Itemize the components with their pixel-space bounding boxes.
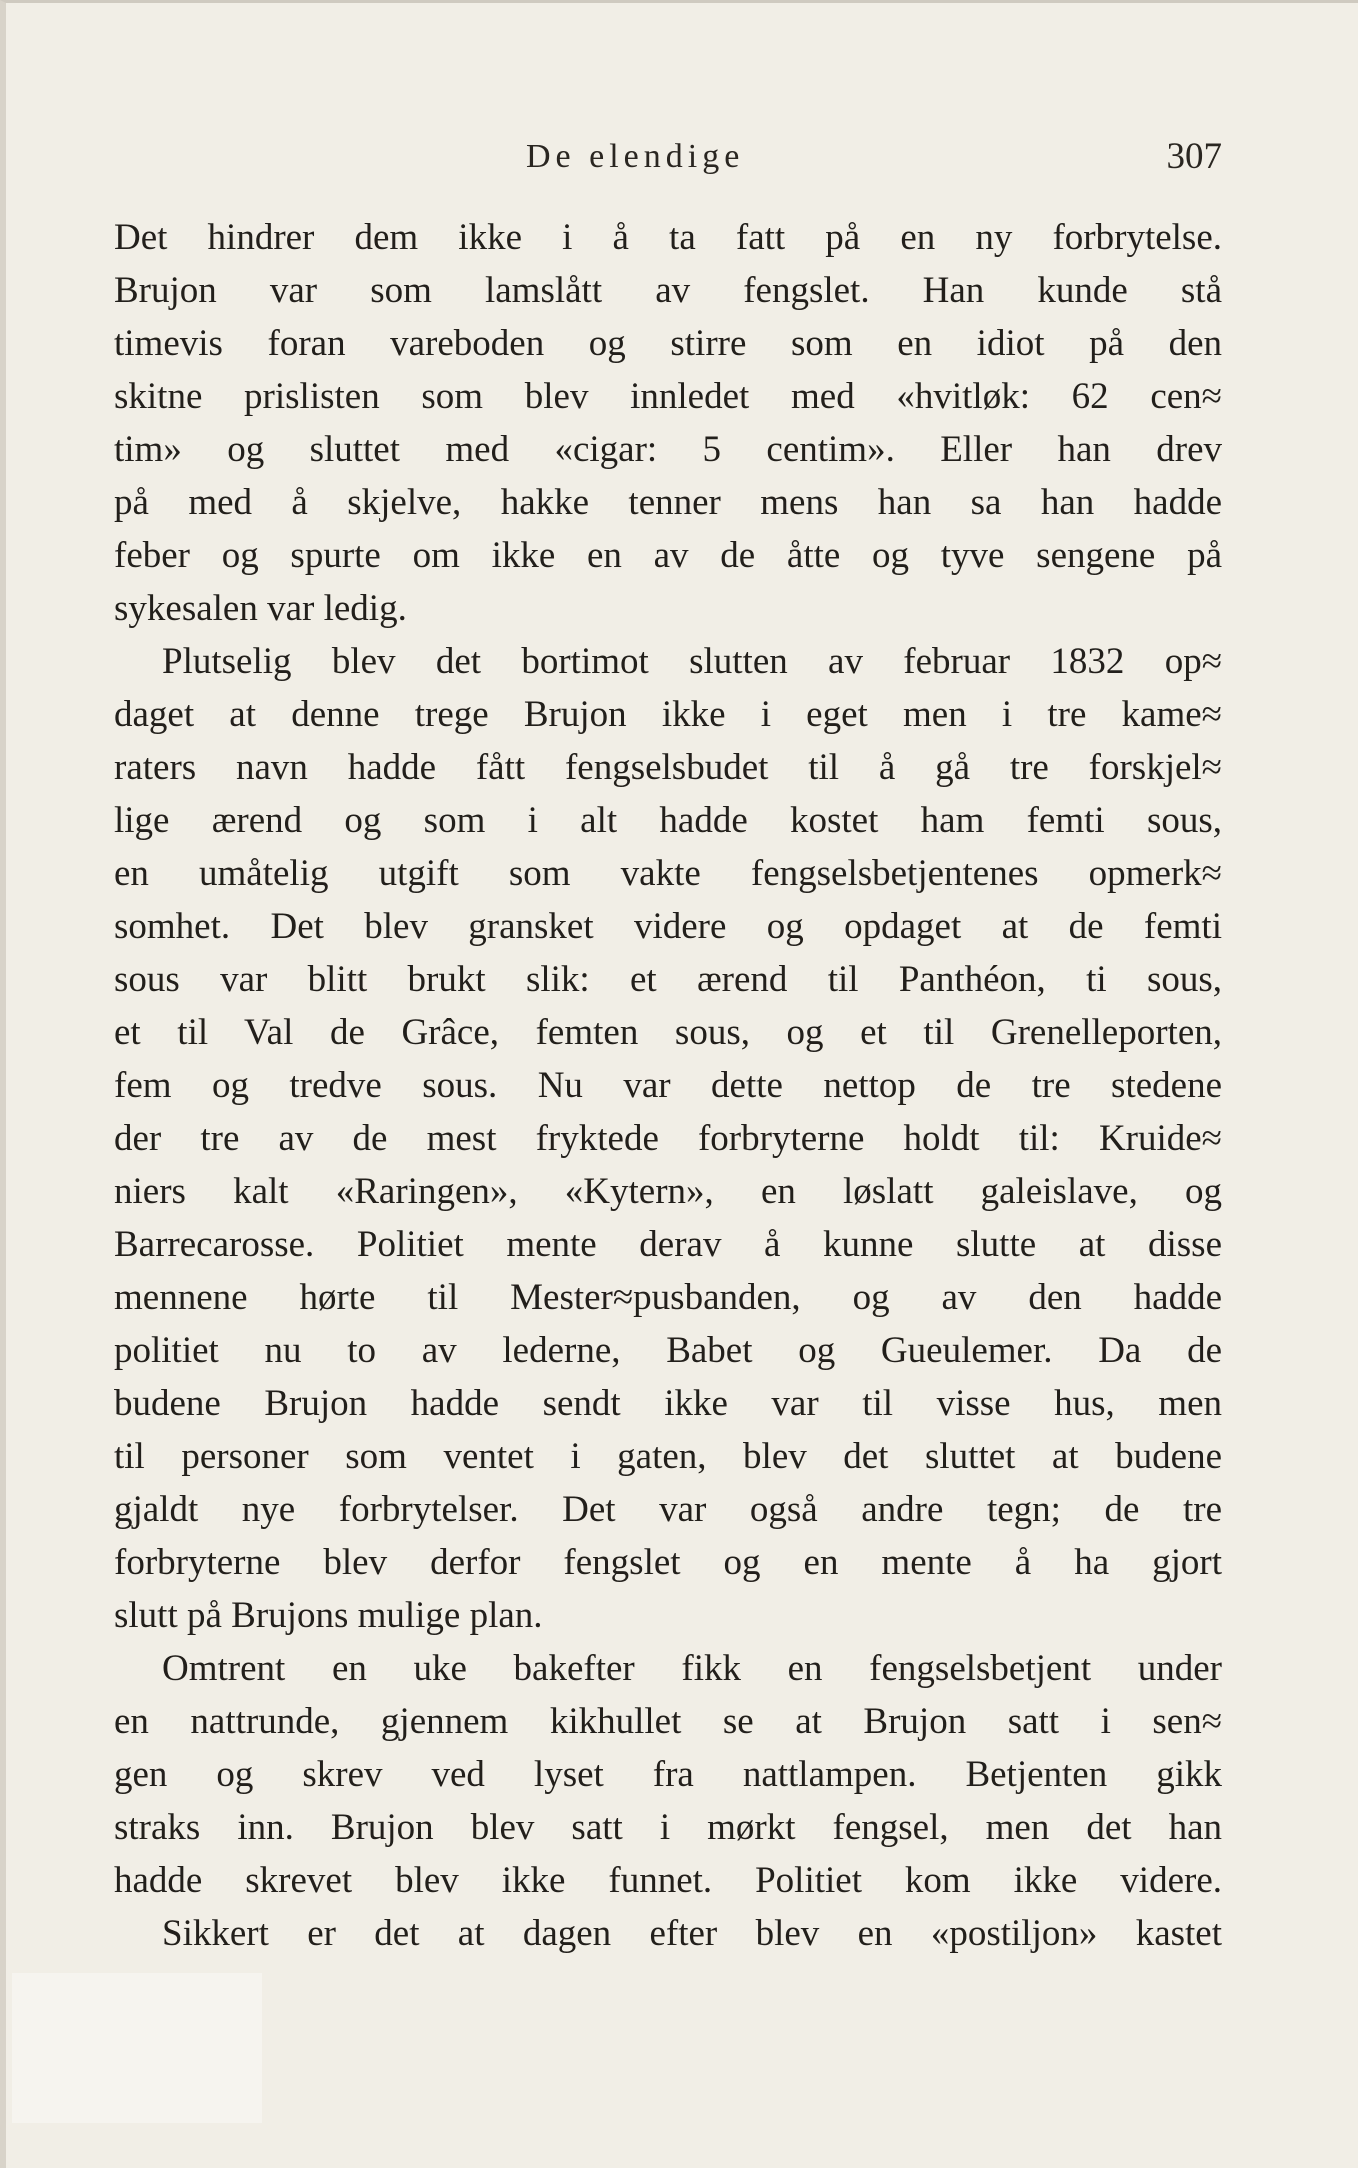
text-line: politiet nu to av lederne, Babet og Gueulemer. Da de (114, 1330, 1222, 1371)
text-line: somhet. Det blev gransket videre og opdaget at de femti (114, 906, 1222, 947)
text-line: Barrecarosse. Politiet mente derav å kunne slutte at disse (114, 1224, 1222, 1265)
text-line: gen og skrev ved lyset fra nattlampen. Betjenten gikk (114, 1754, 1222, 1795)
text-line: en umåtelig utgift som vakte fengselsbetjentenes opmerk≈ (114, 853, 1222, 894)
text-line: Brujon var som lamslått av fengslet. Han kunde stå (114, 270, 1222, 311)
text-line: timevis foran vareboden og stirre som en idiot på den (114, 323, 1222, 364)
page-header (114, 129, 1222, 185)
text-line: tim» og sluttet med «cigar: 5 centim». Eller han drev (114, 429, 1222, 470)
text-line: daget at denne trege Brujon ikke i eget men i tre kame≈ (114, 694, 1222, 735)
text-line: en nattrunde, gjennem kikhullet se at Brujon satt i sen≈ (114, 1701, 1222, 1742)
paper-patch (12, 1973, 262, 2123)
text-line: slutt på Brujons mulige plan. (114, 1595, 543, 1636)
text-line: gjaldt nye forbrytelser. Det var også andre tegn; de tre (114, 1489, 1222, 1530)
text-line: forbryterne blev derfor fengslet og en mente å ha gjort (114, 1542, 1222, 1583)
text-line: straks inn. Brujon blev satt i mørkt fengsel, men det han (114, 1807, 1222, 1848)
text-line: sous var blitt brukt slik: et ærend til Panthéon, ti sous, (114, 959, 1222, 1000)
text-line: mennene hørte til Mester≈pusbanden, og av den hadde (114, 1277, 1222, 1318)
text-line: Sikkert er det at dagen efter blev en «postiljon» kastet (162, 1913, 1222, 1954)
text-line: Omtrent en uke bakefter fikk en fengselsbetjent under (162, 1648, 1222, 1689)
text-line: på med å skjelve, hakke tenner mens han sa han hadde (114, 482, 1222, 523)
page-number: 307 (1166, 136, 1222, 177)
text-line: Plutselig blev det bortimot slutten av februar 1832 op≈ (162, 641, 1222, 682)
text-line: budene Brujon hadde sendt ikke var til visse hus, men (114, 1383, 1222, 1424)
text-line: sykesalen var ledig. (114, 588, 407, 629)
text-line: fem og tredve sous. Nu var dette nettop de tre stedene (114, 1065, 1222, 1106)
text-line: niers kalt «Raringen», «Kytern», en løslatt galeislave, og (114, 1171, 1222, 1212)
text-line: skitne prislisten som blev innledet med «hvitløk: 62 cen≈ (114, 376, 1222, 417)
text-line: hadde skrevet blev ikke funnet. Politiet kom ikke videre. (114, 1860, 1222, 1901)
text-line: Det hindrer dem ikke i å ta fatt på en ny forbrytelse. (114, 217, 1222, 258)
text-line: lige ærend og som i alt hadde kostet ham femti sous, (114, 800, 1222, 841)
text-line: feber og spurte om ikke en av de åtte og tyve sengene på (114, 535, 1222, 576)
body-text (114, 211, 1222, 1960)
text-line: til personer som ventet i gaten, blev det sluttet at budene (114, 1436, 1222, 1477)
text-line: et til Val de Grâce, femten sous, og et til Grenelleporten, (114, 1012, 1222, 1053)
running-title: De elendige (526, 138, 745, 175)
text-line: der tre av de mest fryktede forbryterne holdt til: Kruide≈ (114, 1118, 1222, 1159)
text-line: raters navn hadde fått fengselsbudet til å gå tre forskjel≈ (114, 747, 1222, 788)
